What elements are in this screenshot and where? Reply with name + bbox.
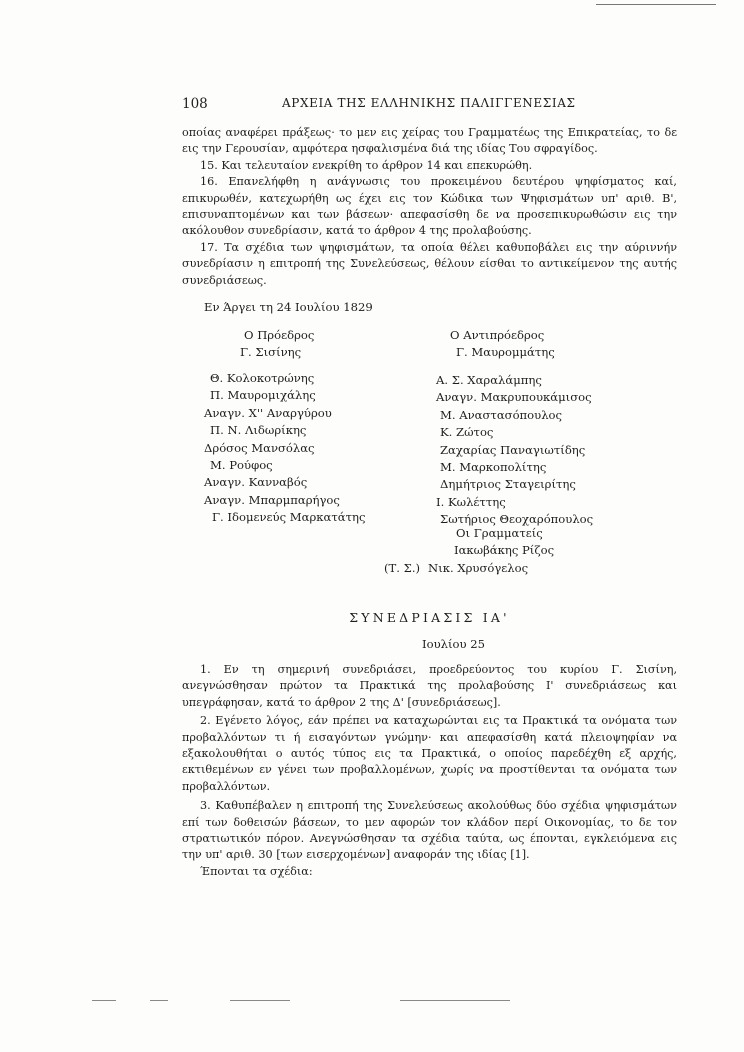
paragraph-15: 15. Και τελευταίον ενεκρίθη το άρθρον 14 και επεκυρώθη. [200, 158, 533, 172]
top-edge-mark [596, 4, 716, 5]
signatory-right: Μ. Μαρκοπολίτης [440, 460, 547, 475]
left-presidency [232, 327, 314, 362]
section-1-text [182, 125, 677, 289]
session-heading: ΣΥΝΕΔΡΙΑΣΙΣ ΙΑ' [349, 610, 510, 625]
bottom-edge-mark [400, 1000, 510, 1001]
paragraph-1: 1. Εν τη σημερινή συνεδριάσει, προεδρεύοντος του κυρίου Γ. Σισίνη, ανεγνώσθησαν πρώτον τα Πρακτικά της προλαβούσης Ι' συνεδριάσεως και υπεγράφησαν, κατά το άρθρον 2 της Δ' [συνεδριάσεως]. [182, 663, 677, 709]
paragraph-17: 17. Τα σχέδια των ψηφισμάτων, τα οποία θέλει καθυποβάλει εις την αύριννήν συνεδρίασιν η επιτροπή της Συνελεύσεως, θέλουν είσθαι το αντικείμενον της αυτής συνεδριάσεως. [182, 240, 677, 287]
secretaries-block [384, 525, 554, 577]
session-date: Ιουλίου 25 [422, 637, 485, 651]
paragraph-4: Έπονται τα σχέδια: [200, 864, 313, 878]
secretary-name-2: Νικ. Χρυσόγελος [428, 560, 529, 575]
left-signatories [204, 370, 365, 527]
paragraph-16: 16. Επανελήφθη η ανάγνωσις του προκειμένου δευτέρου ψηφίσματος καί, επικυρωθέν, κατεχωρήθη ως έχει εις τον Κώδικα των Ψηφισμάτων υπ' αριθ. Β', επισυναπτομένων και των βάσεων· απεφασίσθη δε να προσεπικυρωθώσιν εις την ακόλουθον συνεδρίασιν, κατά το άρθρον 4 της προλαβούσης. [182, 175, 677, 238]
signatory-left: Π. Μαυρομιχάλης [210, 388, 316, 403]
signatory-right: Κ. Ζώτος [440, 425, 494, 440]
vice-president-title: Ο Αντιπρόεδρος [450, 328, 545, 342]
signatory-right: Ζαχαρίας Παναγιωτίδης [440, 442, 586, 457]
signatory-left: Μ. Ρούφος [210, 458, 273, 473]
bottom-edge-mark [230, 1000, 290, 1001]
continuation-paragraph: οποίας αναφέρει πράξεως· το μεν εις χείρας του Γραμματέως της Επικρατείας, το δε εις την Γερουσίαν, αμφότερα ησφαλισμένα διά της ιδίας Του σφραγίδος. [182, 126, 677, 156]
section-2-text [182, 662, 677, 880]
right-presidency [448, 327, 555, 362]
paragraph-2: 2. Εγένετο λόγος, εάν πρέπει να καταχωρώνται εις τα Πρακτικά τα ονόματα των προβαλλόντων τι ή εισαγόντων γνώμην· και απεφασίσθη κατά πλειοψηφίαν να εξακολουθήται ο αυτός τύπος εις τα Πρακτικά, ο οποίος παρεδέχθη εξ αρχής, εκτιθεμένων εν γένει των προβαλλομένων, χωρίς να προστίθενται τα ονόματα των προβαλλόντων. [182, 714, 677, 793]
signatory-left: Αναγν. Κανναβός [204, 475, 308, 490]
signatory-left: Θ. Κολοκοτρώνης [210, 371, 315, 385]
signing-date-line: Εν Άργει τη 24 Ιουλίου 1829 [204, 300, 373, 314]
signatory-left: Π. Ν. Λιδωρίκης [210, 423, 307, 438]
page-number: 108 [182, 96, 208, 112]
bottom-edge-mark [150, 1000, 168, 1001]
signatory-left: Δρόσος Μανσόλας [204, 440, 315, 455]
signatory-right: Α. Σ. Χαραλάμπης [436, 373, 542, 387]
president-name: Γ. Σισίνης [240, 345, 302, 360]
right-signatories [436, 372, 593, 529]
signatory-right: Αναγν. Μακρυπουκάμισος [436, 390, 592, 405]
signatory-left: Γ. Ιδομενεύς Μαρκατάτης [212, 510, 366, 525]
president-title: Ο Πρόεδρος [244, 328, 315, 342]
running-header [182, 96, 677, 114]
signatory-right: Δημήτριος Σταγειρίτης [440, 477, 576, 492]
paragraph-3: 3. Καθυπέβαλεν η επιτροπή της Συνελεύσεως ακολούθως δύο σχέδια ψηφισμάτων επί των δοθεισών βάσεων, το μεν αφορών τον κλάδον περί Οικονομίας, το δε τον στρατιωτικόν πόρον. Ανεγνώσθησαν τα σχέδια ταύτα, ως έπονται, εγκλειόμενα εις την υπ' αριθ. 30 [των εισερχομένων] αναφοράν της ιδίας [1]. [182, 799, 677, 862]
secretary-name-1: Ιακωβάκης Ρίζος [454, 543, 555, 558]
signatory-right: Μ. Αναστασόπουλος [440, 407, 563, 422]
running-title: ΑΡΧΕΙΑ ΤΗΣ ΕΛΛΗΝΙΚΗΣ ΠΑΛΙΓΓΕΝΕΣΙΑΣ [282, 96, 576, 110]
seal-mark: (Τ. Σ.) [384, 560, 421, 575]
signatory-right: Σωτήριος Θεοχαρόπουλος [440, 512, 594, 527]
signatory-right: Ι. Κωλέττης [436, 494, 506, 509]
bottom-edge-mark [92, 1000, 116, 1001]
signatory-left: Αναγν. Μπαρμπαρήγος [204, 492, 340, 507]
signatory-left: Αναγν. Χ'' Αναργύρου [204, 405, 332, 420]
vice-president-name: Γ. Μαυρομμάτης [456, 345, 555, 360]
secretaries-title: Οι Γραμματείς [456, 526, 543, 540]
